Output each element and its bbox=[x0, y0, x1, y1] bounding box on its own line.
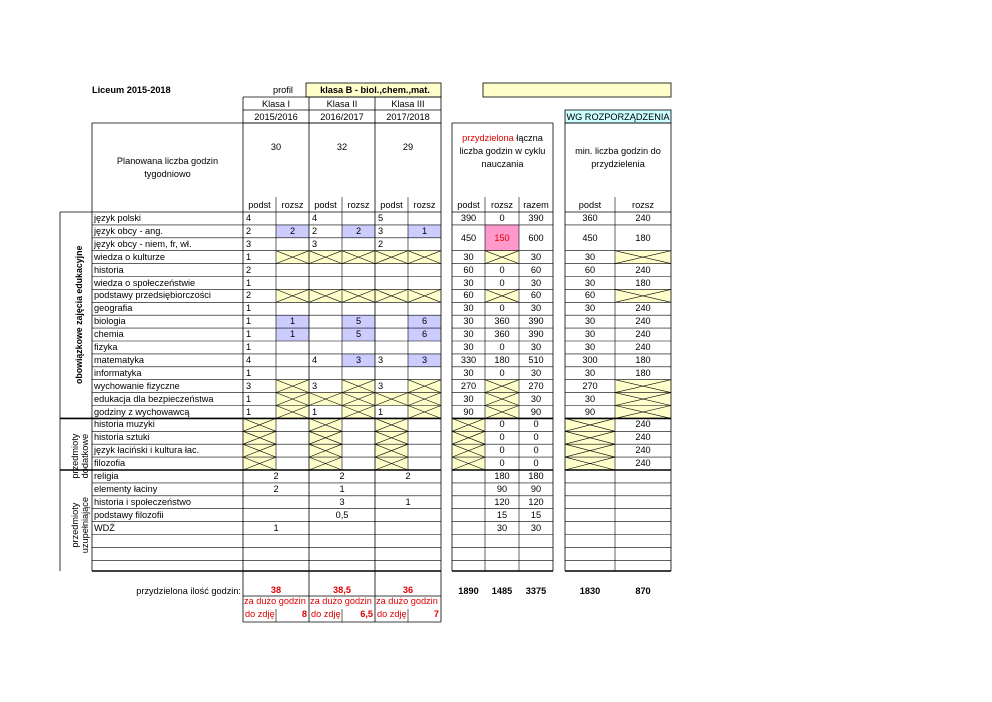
weekly-hours-k1p: 4 bbox=[246, 354, 252, 365]
total-class-3: 36 bbox=[402, 585, 414, 595]
class-2-years: 2016/2017 bbox=[320, 112, 364, 122]
min-extended-hours: 240 bbox=[635, 213, 651, 223]
document-title: Liceum 2015-2018 bbox=[92, 85, 171, 95]
subject-name: informatyka bbox=[94, 367, 142, 378]
assigned-extended-hours: 360 bbox=[494, 316, 510, 327]
assigned-basic-hours: 30 bbox=[463, 393, 474, 404]
crossed-cell bbox=[485, 393, 519, 406]
assigned-total-hours: 0 bbox=[533, 445, 539, 456]
crossed-cell bbox=[309, 431, 342, 444]
weekly-hours-k2p: 4 bbox=[312, 354, 318, 365]
warning-class-3-todo-value: 7 bbox=[433, 609, 439, 619]
weekly-hours-k2r: 2 bbox=[355, 225, 362, 236]
weekly-hours-k2: 3 bbox=[339, 496, 345, 507]
assigned-total-hours: 90 bbox=[530, 483, 542, 494]
crossed-cell bbox=[309, 457, 342, 470]
min-basic-hours: 30 bbox=[584, 329, 596, 340]
min-extended-hours: 180 bbox=[635, 232, 651, 243]
column-header-min-podst: podst bbox=[578, 200, 602, 210]
weekly-hours-k2r: 5 bbox=[355, 316, 362, 327]
min-extended-hours: 240 bbox=[635, 316, 651, 327]
column-header-rozsz: rozsz bbox=[347, 200, 370, 210]
min-extended-hours: 240 bbox=[635, 419, 651, 430]
crossed-cell bbox=[615, 289, 671, 302]
weekly-hours-k3p: 3 bbox=[378, 380, 384, 391]
min-basic-hours: 450 bbox=[582, 232, 598, 243]
subject-name: chemia bbox=[94, 329, 124, 340]
class-3-years: 2017/2018 bbox=[386, 112, 430, 122]
subject-name: język obcy - ang. bbox=[94, 225, 163, 236]
weekly-hours-k2p: 4 bbox=[312, 213, 318, 223]
subject-name: edukacja dla bezpieczeństwa bbox=[94, 393, 214, 404]
warning-class-1-line1: za dużo godzin bbox=[244, 597, 306, 606]
planned-hours-label-line1: Planowana liczba godzin bbox=[116, 156, 219, 166]
assigned-total-hours: 30 bbox=[530, 277, 542, 288]
min-extended-hours: 240 bbox=[635, 432, 651, 443]
subject-name: podstawy filozofii bbox=[94, 509, 164, 520]
weekly-hours-k1r: 1 bbox=[289, 329, 296, 340]
assigned-total-hours: 510 bbox=[528, 354, 544, 365]
assigned-extended-hours: 150 bbox=[494, 232, 510, 243]
warning-class-2-todo-label: do zdję bbox=[311, 610, 341, 619]
column-header-rozsz: rozsz bbox=[413, 200, 436, 210]
weekly-hours-k1p: 3 bbox=[246, 380, 252, 391]
warning-class-2-line1: za dużo godzin bbox=[310, 597, 372, 606]
assigned-total-hours: 390 bbox=[528, 316, 544, 327]
weekly-hours-k2: 2 bbox=[339, 471, 345, 481]
crossed-cell bbox=[243, 431, 276, 444]
subject-name: historia bbox=[94, 264, 124, 275]
weekly-hours-k1p: 2 bbox=[246, 290, 252, 301]
assigned-basic-hours: 30 bbox=[463, 303, 474, 314]
planned-hours-label-line2: tygodniowo bbox=[144, 169, 191, 179]
crossed-cell bbox=[309, 444, 342, 457]
assigned-basic-hours: 30 bbox=[463, 277, 474, 288]
warning-class-1-todo-label: do zdję bbox=[245, 610, 275, 619]
empty-highlight-cell bbox=[483, 83, 671, 97]
assigned-extended-hours: 0 bbox=[499, 277, 505, 288]
assigned-basic-hours: 30 bbox=[463, 342, 474, 352]
assigned-extended-hours: 360 bbox=[494, 329, 510, 340]
min-extended-hours: 240 bbox=[635, 342, 651, 352]
subject-name: elementy łaciny bbox=[94, 483, 158, 494]
weekly-hours-k3: 1 bbox=[405, 496, 411, 507]
group-label-additional: przedmioty dodatkowe bbox=[69, 433, 90, 479]
assigned-total-hours: 30 bbox=[530, 303, 542, 314]
crossed-cell bbox=[342, 289, 375, 302]
assigned-basic-hours: 30 bbox=[463, 251, 474, 262]
total-sum: 3375 bbox=[525, 586, 547, 596]
weekly-hours-k3p: 3 bbox=[378, 354, 384, 365]
column-header-podst: podst bbox=[314, 200, 337, 210]
crossed-cell bbox=[375, 431, 408, 444]
min-header-line2: przydzielenia bbox=[591, 159, 645, 169]
total-class-2: 38,5 bbox=[333, 585, 351, 595]
class-2-name: Klasa II bbox=[326, 99, 358, 109]
assigned-total-hours: 90 bbox=[530, 406, 542, 417]
crossed-cell bbox=[309, 251, 342, 264]
min-basic-hours: 30 bbox=[584, 316, 596, 327]
min-basic-hours: 30 bbox=[584, 303, 596, 314]
subject-name: podstawy przedsiębiorczości bbox=[94, 290, 211, 301]
subject-name: matematyka bbox=[94, 354, 145, 365]
weekly-hours-k3r: 1 bbox=[421, 225, 428, 236]
assigned-extended-hours: 0 bbox=[499, 367, 505, 378]
regulation-badge: WG ROZPORZĄDZENIA bbox=[566, 112, 670, 122]
min-header-line1: min. liczba godzin do bbox=[575, 146, 661, 156]
crossed-cell bbox=[615, 251, 671, 264]
assigned-basic-hours: 30 bbox=[463, 329, 474, 340]
class-3-name: Klasa III bbox=[391, 99, 425, 109]
weekly-hours-k1: 2 bbox=[273, 483, 279, 494]
column-header-min-rozsz: rozsz bbox=[632, 200, 654, 210]
weekly-hours-k2r: 5 bbox=[355, 329, 362, 340]
crossed-cell bbox=[342, 251, 375, 264]
min-basic-hours: 360 bbox=[582, 213, 598, 223]
assigned-total-hours: 30 bbox=[530, 522, 542, 533]
subject-name: godziny z wychowawcą bbox=[94, 406, 190, 417]
column-header-assigned-podst: podst bbox=[457, 200, 480, 210]
weekly-hours-k3p: 1 bbox=[378, 406, 384, 417]
assigned-basic-hours: 30 bbox=[463, 367, 474, 378]
subject-name: historia i społeczeństwo bbox=[94, 496, 192, 507]
class-1-name: Klasa I bbox=[261, 99, 291, 109]
weekly-hours-k1r: 1 bbox=[289, 316, 296, 327]
weekly-hours-k2p: 3 bbox=[312, 238, 318, 249]
profil-value: klasa B - biol.,chem.,mat. bbox=[320, 85, 430, 95]
crossed-cell bbox=[408, 380, 441, 393]
group-label-supplementary: przedmioty uzupełniające bbox=[69, 497, 90, 554]
crossed-cell bbox=[408, 251, 441, 264]
crossed-cell bbox=[342, 406, 375, 419]
crossed-cell bbox=[452, 444, 485, 457]
column-header-assigned-rozsz: rozsz bbox=[491, 200, 513, 210]
weekly-hours-k1p: 2 bbox=[246, 264, 252, 275]
assigned-basic-hours: 330 bbox=[460, 354, 477, 365]
crossed-cell bbox=[565, 457, 615, 470]
weekly-hours-k3p: 5 bbox=[378, 213, 384, 223]
min-basic-hours: 90 bbox=[584, 406, 596, 417]
weekly-hours-k3p: 2 bbox=[378, 238, 384, 249]
subject-name: historia muzyki bbox=[94, 419, 155, 430]
subject-name: geografia bbox=[94, 303, 133, 314]
crossed-cell bbox=[276, 406, 309, 419]
weekly-hours-k2p: 2 bbox=[312, 225, 318, 236]
assigned-basic-hours: 450 bbox=[460, 232, 477, 243]
assigned-extended-hours: 120 bbox=[494, 496, 510, 507]
assigned-extended-hours: 0 bbox=[499, 432, 505, 443]
subject-name: religia bbox=[94, 471, 119, 481]
weekly-hours-k2r: 3 bbox=[355, 354, 362, 365]
weekly-hours-k1p: 1 bbox=[246, 251, 252, 262]
assigned-header-line1: przydzielona łączna bbox=[462, 133, 543, 143]
column-header-rozsz: rozsz bbox=[281, 200, 304, 210]
crossed-cell bbox=[243, 457, 276, 470]
crossed-cell bbox=[485, 406, 519, 419]
assigned-header-line3: nauczania bbox=[481, 159, 524, 169]
weekly-hours-k1: 1 bbox=[273, 522, 279, 533]
weekly-hours-k2: 1 bbox=[339, 483, 345, 494]
crossed-cell bbox=[452, 431, 485, 444]
min-basic-hours: 60 bbox=[584, 264, 596, 275]
class-1-years: 2015/2016 bbox=[254, 112, 298, 122]
weekly-hours-k3: 2 bbox=[405, 471, 411, 481]
crossed-cell bbox=[485, 251, 519, 264]
subject-name: wychowanie fizyczne bbox=[94, 380, 180, 391]
assigned-extended-hours: 15 bbox=[496, 509, 508, 520]
weekly-hours-k2p: 3 bbox=[312, 380, 318, 391]
crossed-cell bbox=[342, 380, 375, 393]
crossed-cell bbox=[375, 418, 408, 431]
subject-name: wiedza o społeczeństwie bbox=[94, 277, 196, 288]
assigned-basic-hours: 390 bbox=[460, 213, 477, 223]
crossed-cell bbox=[309, 418, 342, 431]
min-extended-hours: 180 bbox=[635, 367, 651, 378]
crossed-cell bbox=[375, 444, 408, 457]
subject-name: język łaciński i kultura łac. bbox=[94, 445, 200, 456]
min-extended-hours: 240 bbox=[635, 329, 651, 340]
crossed-cell bbox=[375, 251, 408, 264]
total-basic: 1890 bbox=[458, 586, 479, 596]
crossed-cell bbox=[243, 444, 276, 457]
subject-name: biologia bbox=[94, 316, 126, 327]
assigned-header-line2: liczba godzin w cyklu bbox=[459, 146, 546, 156]
crossed-cell bbox=[485, 289, 519, 302]
warning-class-3-line1: za dużo godzin bbox=[376, 597, 438, 606]
assigned-extended-hours: 90 bbox=[496, 483, 508, 494]
min-extended-hours: 240 bbox=[635, 264, 651, 275]
weekly-hours-k1p: 1 bbox=[246, 329, 252, 340]
weekly-hours-k1p: 1 bbox=[246, 393, 252, 404]
crossed-cell bbox=[615, 406, 671, 419]
column-header-podst: podst bbox=[380, 200, 403, 210]
weekly-hours-k1p: 1 bbox=[246, 303, 252, 314]
subject-name: historia sztuki bbox=[94, 432, 150, 443]
crossed-cell bbox=[309, 393, 342, 406]
subject-name: wiedza o kulturze bbox=[94, 251, 165, 262]
assigned-total-hours: 0 bbox=[533, 458, 539, 469]
weekly-hours-k1p: 1 bbox=[246, 406, 252, 417]
assigned-extended-hours: 0 bbox=[499, 419, 505, 430]
assigned-extended-hours: 0 bbox=[499, 445, 505, 456]
min-extended-hours: 180 bbox=[635, 277, 651, 288]
warning-class-1-todo-value: 8 bbox=[301, 609, 307, 619]
weekly-hours-k1: 2 bbox=[273, 471, 279, 481]
assigned-basic-hours: 90 bbox=[463, 406, 474, 417]
total-min-extended: 870 bbox=[635, 586, 651, 596]
assigned-total-hours: 390 bbox=[528, 213, 544, 223]
crossed-cell bbox=[615, 380, 671, 393]
assigned-total-hours: 270 bbox=[528, 380, 544, 391]
crossed-cell bbox=[615, 393, 671, 406]
assigned-extended-hours: 0 bbox=[499, 342, 505, 352]
crossed-cell bbox=[452, 418, 485, 431]
crossed-cell bbox=[408, 393, 441, 406]
weekly-hours-k2p: 1 bbox=[312, 406, 318, 417]
assigned-total-hours: 120 bbox=[528, 496, 544, 507]
crossed-cell bbox=[276, 289, 309, 302]
assigned-basic-hours: 30 bbox=[463, 316, 474, 327]
total-extended: 1485 bbox=[491, 586, 513, 596]
crossed-cell bbox=[375, 457, 408, 470]
min-basic-hours: 60 bbox=[584, 290, 596, 301]
crossed-cell bbox=[276, 393, 309, 406]
totals-label: przydzielona ilość godzin: bbox=[136, 586, 241, 596]
crossed-cell bbox=[565, 444, 615, 457]
weekly-hours-k1p: 3 bbox=[246, 238, 252, 249]
subject-name: WDŻ bbox=[94, 522, 115, 533]
assigned-extended-hours: 180 bbox=[494, 354, 510, 365]
group-label-mandatory: obowiązkowe zajęcia edukacyjne bbox=[74, 245, 85, 385]
min-basic-hours: 30 bbox=[584, 277, 596, 288]
crossed-cell bbox=[408, 289, 441, 302]
assigned-total-hours: 15 bbox=[530, 509, 542, 520]
crossed-cell bbox=[565, 418, 615, 431]
assigned-basic-hours: 60 bbox=[463, 290, 474, 301]
weekly-hours-k3r: 3 bbox=[421, 354, 428, 365]
assigned-total-hours: 60 bbox=[530, 264, 542, 275]
weekly-hours-k1r: 2 bbox=[289, 225, 296, 236]
warning-class-3-todo-label: do zdję bbox=[377, 610, 407, 619]
subject-name: język obcy - niem, fr, wł. bbox=[94, 238, 192, 249]
crossed-cell bbox=[565, 431, 615, 444]
assigned-extended-hours: 0 bbox=[499, 303, 505, 314]
assigned-extended-hours: 0 bbox=[499, 213, 505, 223]
assigned-extended-hours: 0 bbox=[499, 458, 505, 469]
crossed-cell bbox=[375, 289, 408, 302]
min-extended-hours: 240 bbox=[635, 445, 651, 456]
weekly-hours-k3p: 3 bbox=[378, 225, 384, 236]
weekly-hours-k3r: 6 bbox=[421, 316, 428, 327]
weekly-hours-k1p: 4 bbox=[246, 213, 252, 223]
min-basic-hours: 300 bbox=[582, 354, 598, 365]
crossed-cell bbox=[276, 251, 309, 264]
crossed-cell bbox=[342, 393, 375, 406]
min-basic-hours: 30 bbox=[584, 393, 596, 404]
assigned-basic-hours: 270 bbox=[460, 380, 477, 391]
assigned-total-hours: 390 bbox=[528, 329, 544, 340]
min-extended-hours: 240 bbox=[635, 303, 651, 314]
crossed-cell bbox=[309, 289, 342, 302]
class-3-weekly-hours: 29 bbox=[402, 142, 414, 152]
assigned-total-hours: 60 bbox=[530, 290, 542, 301]
crossed-cell bbox=[408, 406, 441, 419]
warning-class-2-todo-value: 6,5 bbox=[360, 609, 373, 619]
weekly-hours-k3r: 6 bbox=[421, 329, 428, 340]
subject-name: fizyka bbox=[94, 342, 118, 352]
min-basic-hours: 270 bbox=[582, 380, 598, 391]
assigned-total-hours: 30 bbox=[530, 342, 542, 352]
assigned-total-hours: 30 bbox=[530, 251, 542, 262]
column-header-podst: podst bbox=[248, 200, 271, 210]
crossed-cell bbox=[375, 393, 408, 406]
assigned-total-hours: 600 bbox=[528, 232, 544, 243]
weekly-hours-k1p: 2 bbox=[246, 225, 252, 236]
min-basic-hours: 30 bbox=[584, 342, 596, 352]
crossed-cell bbox=[243, 418, 276, 431]
column-header-assigned-razem: razem bbox=[523, 200, 549, 210]
crossed-cell bbox=[452, 457, 485, 470]
weekly-hours-k1p: 1 bbox=[246, 316, 252, 327]
min-basic-hours: 30 bbox=[584, 367, 596, 378]
min-basic-hours: 30 bbox=[584, 251, 596, 262]
crossed-cell bbox=[276, 380, 309, 393]
weekly-hours-k1p: 1 bbox=[246, 342, 252, 352]
min-extended-hours: 240 bbox=[635, 458, 651, 469]
assigned-total-hours: 0 bbox=[533, 419, 539, 430]
weekly-hours-k1p: 1 bbox=[246, 277, 252, 288]
total-class-1: 38 bbox=[270, 585, 282, 595]
crossed-cell bbox=[485, 380, 519, 393]
total-min-basic: 1830 bbox=[579, 586, 601, 596]
assigned-total-hours: 0 bbox=[533, 432, 539, 443]
weekly-hours-k1p: 1 bbox=[246, 367, 252, 378]
subject-name: język polski bbox=[94, 213, 141, 223]
weekly-hours-k2: 0,5 bbox=[335, 509, 349, 520]
class-1-weekly-hours: 30 bbox=[270, 142, 282, 152]
min-extended-hours: 180 bbox=[635, 354, 651, 365]
assigned-extended-hours: 180 bbox=[494, 471, 510, 481]
subject-name: filozofia bbox=[94, 458, 126, 469]
profil-label: profil bbox=[273, 85, 293, 95]
assigned-extended-hours: 30 bbox=[496, 522, 508, 533]
assigned-total-hours: 30 bbox=[530, 367, 542, 378]
assigned-total-hours: 30 bbox=[530, 393, 542, 404]
assigned-basic-hours: 60 bbox=[463, 264, 474, 275]
assigned-total-hours: 180 bbox=[528, 471, 544, 481]
assigned-extended-hours: 0 bbox=[499, 264, 505, 275]
class-2-weekly-hours: 32 bbox=[336, 142, 348, 152]
